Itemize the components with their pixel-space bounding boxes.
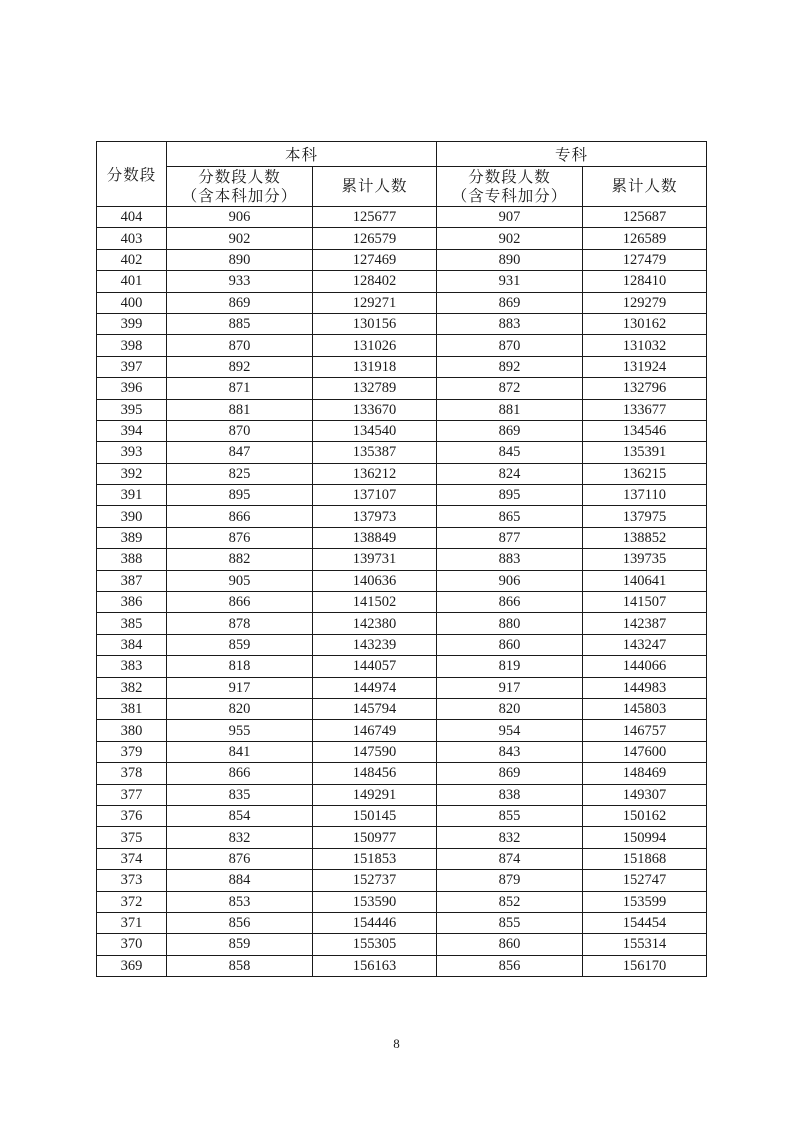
table-cell: 372 [97,891,167,912]
table-cell: 148469 [583,763,707,784]
table-cell: 125677 [313,207,437,228]
table-cell: 825 [167,463,313,484]
table-cell: 832 [167,827,313,848]
table-cell: 131918 [313,356,437,377]
table-cell: 865 [437,506,583,527]
table-row [97,891,707,912]
table-cell: 398 [97,335,167,356]
table-cell: 151868 [583,848,707,869]
table-cell: 387 [97,570,167,591]
table-cell: 134540 [313,420,437,441]
table-cell: 882 [167,549,313,570]
table-cell: 902 [167,228,313,249]
table-cell: 144057 [313,656,437,677]
table-cell: 155314 [583,934,707,955]
table-row [97,570,707,591]
table-cell: 954 [437,720,583,741]
table-cell: 128410 [583,271,707,292]
table-cell: 150994 [583,827,707,848]
header-college-cumulative: 累计人数 [583,167,707,207]
table-cell: 841 [167,741,313,762]
table-row [97,249,707,270]
table-row [97,763,707,784]
table-cell: 843 [437,741,583,762]
table-cell: 879 [437,870,583,891]
table-cell: 130162 [583,313,707,334]
table-cell: 134546 [583,420,707,441]
table-cell: 369 [97,955,167,976]
table-cell: 869 [437,763,583,784]
table-cell: 832 [437,827,583,848]
table-cell: 144983 [583,677,707,698]
table-cell: 133677 [583,399,707,420]
table-cell: 371 [97,912,167,933]
table-cell: 881 [437,399,583,420]
table-cell: 148456 [313,763,437,784]
table-cell: 155305 [313,934,437,955]
table-cell: 156163 [313,955,437,976]
table-cell: 870 [167,335,313,356]
table-cell: 395 [97,399,167,420]
table-cell: 859 [167,634,313,655]
table-cell: 374 [97,848,167,869]
table-cell: 869 [437,292,583,313]
table-cell: 819 [437,656,583,677]
table-cell: 382 [97,677,167,698]
table-cell: 878 [167,613,313,634]
table-cell: 131026 [313,335,437,356]
table-cell: 874 [437,848,583,869]
table-cell: 907 [437,207,583,228]
table-cell: 383 [97,656,167,677]
table-cell: 845 [437,442,583,463]
table-cell: 133670 [313,399,437,420]
table-cell: 871 [167,378,313,399]
table-cell: 376 [97,805,167,826]
table-cell: 394 [97,420,167,441]
table-cell: 130156 [313,313,437,334]
table-cell: 149307 [583,784,707,805]
table-cell: 379 [97,741,167,762]
table-cell: 131032 [583,335,707,356]
table-cell: 377 [97,784,167,805]
table-cell: 847 [167,442,313,463]
table-cell: 386 [97,592,167,613]
table-cell: 151853 [313,848,437,869]
table-cell: 128402 [313,271,437,292]
table-cell: 866 [167,763,313,784]
table-cell: 895 [167,485,313,506]
table-cell: 152737 [313,870,437,891]
table-cell: 138849 [313,527,437,548]
table-cell: 147590 [313,741,437,762]
table-cell: 955 [167,720,313,741]
header-group-college: 专科 [437,142,707,167]
table-cell: 380 [97,720,167,741]
table-cell: 870 [437,335,583,356]
table-cell: 153599 [583,891,707,912]
table-row [97,827,707,848]
table-cell: 404 [97,207,167,228]
table-cell: 855 [437,805,583,826]
header-college-count [437,167,583,207]
header-ug-count-line1: 分数段人数 [198,168,281,186]
table-cell: 824 [437,463,583,484]
table-cell: 917 [167,677,313,698]
table-cell: 859 [167,934,313,955]
table-cell: 154446 [313,912,437,933]
header-ug-cumulative: 累计人数 [313,167,437,207]
table-cell: 870 [167,420,313,441]
table-row [97,677,707,698]
table-cell: 154454 [583,912,707,933]
table-cell: 132796 [583,378,707,399]
table-cell: 853 [167,891,313,912]
table-row [97,613,707,634]
table-cell: 397 [97,356,167,377]
table-cell: 137973 [313,506,437,527]
table-row [97,805,707,826]
table-cell: 892 [437,356,583,377]
table-cell: 142387 [583,613,707,634]
table-cell: 127469 [313,249,437,270]
table-row [97,228,707,249]
table-cell: 143239 [313,634,437,655]
table-row [97,378,707,399]
table-cell: 145803 [583,698,707,719]
table-cell: 143247 [583,634,707,655]
table-row [97,442,707,463]
table-cell: 917 [437,677,583,698]
header-score-band: 分数段 [97,142,167,207]
table-row [97,399,707,420]
table-cell: 388 [97,549,167,570]
table-cell: 392 [97,463,167,484]
table-cell: 880 [437,613,583,634]
table-cell: 906 [167,207,313,228]
table-cell: 885 [167,313,313,334]
table-cell: 402 [97,249,167,270]
table-cell: 135391 [583,442,707,463]
table-cell: 890 [437,249,583,270]
table-cell: 838 [437,784,583,805]
table-cell: 906 [437,570,583,591]
table-row [97,420,707,441]
table-cell: 149291 [313,784,437,805]
table-body [97,207,707,977]
table-cell: 126579 [313,228,437,249]
table-cell: 876 [167,848,313,869]
table-row [97,592,707,613]
table-row [97,912,707,933]
table-cell: 137107 [313,485,437,506]
table-row [97,848,707,869]
score-distribution-table [96,141,707,977]
table-cell: 129279 [583,292,707,313]
table-row [97,549,707,570]
table-cell: 137975 [583,506,707,527]
table-cell: 136212 [313,463,437,484]
header-group-undergraduate: 本科 [167,142,437,167]
table-cell: 854 [167,805,313,826]
table-cell: 866 [167,592,313,613]
header-ug-count [167,167,313,207]
table-row [97,656,707,677]
table-cell: 895 [437,485,583,506]
table-cell: 393 [97,442,167,463]
table-row [97,784,707,805]
header-ug-count-line2: （含本科加分） [181,187,298,205]
table-cell: 129271 [313,292,437,313]
table-cell: 136215 [583,463,707,484]
table-cell: 403 [97,228,167,249]
table-cell: 860 [437,634,583,655]
table-row [97,634,707,655]
table-cell: 381 [97,698,167,719]
table-cell: 866 [167,506,313,527]
table-cell: 390 [97,506,167,527]
table-cell: 153590 [313,891,437,912]
table-cell: 883 [437,549,583,570]
table-cell: 820 [167,698,313,719]
table-row [97,207,707,228]
table-cell: 156170 [583,955,707,976]
table-cell: 370 [97,934,167,955]
table-cell: 139735 [583,549,707,570]
table-cell: 139731 [313,549,437,570]
table-cell: 866 [437,592,583,613]
table-row [97,292,707,313]
table-cell: 905 [167,570,313,591]
table-cell: 856 [167,912,313,933]
table-cell: 125687 [583,207,707,228]
table-cell: 389 [97,527,167,548]
table-cell: 127479 [583,249,707,270]
table-cell: 858 [167,955,313,976]
table-cell: 150162 [583,805,707,826]
table-cell: 391 [97,485,167,506]
table-cell: 141502 [313,592,437,613]
table-cell: 820 [437,698,583,719]
page-number: 8 [393,1036,400,1051]
table-cell: 144066 [583,656,707,677]
table-cell: 931 [437,271,583,292]
table-cell: 145794 [313,698,437,719]
table-cell: 137110 [583,485,707,506]
table-cell: 146749 [313,720,437,741]
table-row [97,934,707,955]
table-row [97,463,707,484]
table-cell: 144974 [313,677,437,698]
table-row [97,271,707,292]
table-cell: 877 [437,527,583,548]
table-cell: 869 [437,420,583,441]
table-cell: 375 [97,827,167,848]
table-cell: 132789 [313,378,437,399]
header-college-count-line2: （含专科加分） [451,187,568,205]
table-cell: 855 [437,912,583,933]
table-row [97,506,707,527]
table-cell: 890 [167,249,313,270]
table-cell: 881 [167,399,313,420]
table-cell: 146757 [583,720,707,741]
table-cell: 852 [437,891,583,912]
table-cell: 892 [167,356,313,377]
table-cell: 140641 [583,570,707,591]
table-cell: 384 [97,634,167,655]
table-cell: 142380 [313,613,437,634]
table-cell: 150145 [313,805,437,826]
table-row [97,741,707,762]
table-cell: 385 [97,613,167,634]
header-group-row [97,142,707,167]
table-row [97,313,707,334]
table-cell: 396 [97,378,167,399]
table-cell: 126589 [583,228,707,249]
table-cell: 400 [97,292,167,313]
table-cell: 138852 [583,527,707,548]
table-row [97,955,707,976]
table-cell: 378 [97,763,167,784]
table-cell: 399 [97,313,167,334]
table-cell: 876 [167,527,313,548]
table-cell: 140636 [313,570,437,591]
table-cell: 902 [437,228,583,249]
table-cell: 131924 [583,356,707,377]
table-row [97,335,707,356]
table-cell: 860 [437,934,583,955]
table-cell: 373 [97,870,167,891]
table-row [97,356,707,377]
table-cell: 933 [167,271,313,292]
table-row [97,527,707,548]
table-cell: 150977 [313,827,437,848]
table-cell: 818 [167,656,313,677]
table-cell: 872 [437,378,583,399]
table-cell: 152747 [583,870,707,891]
table-row [97,720,707,741]
header-college-count-line1: 分数段人数 [468,168,551,186]
table-cell: 856 [437,955,583,976]
table-cell: 147600 [583,741,707,762]
table-row [97,698,707,719]
table-row [97,870,707,891]
table-row [97,485,707,506]
header-sub-row [97,167,707,207]
table-cell: 835 [167,784,313,805]
table-cell: 869 [167,292,313,313]
table-cell: 141507 [583,592,707,613]
table-cell: 135387 [313,442,437,463]
table-cell: 884 [167,870,313,891]
table-cell: 401 [97,271,167,292]
table-cell: 883 [437,313,583,334]
